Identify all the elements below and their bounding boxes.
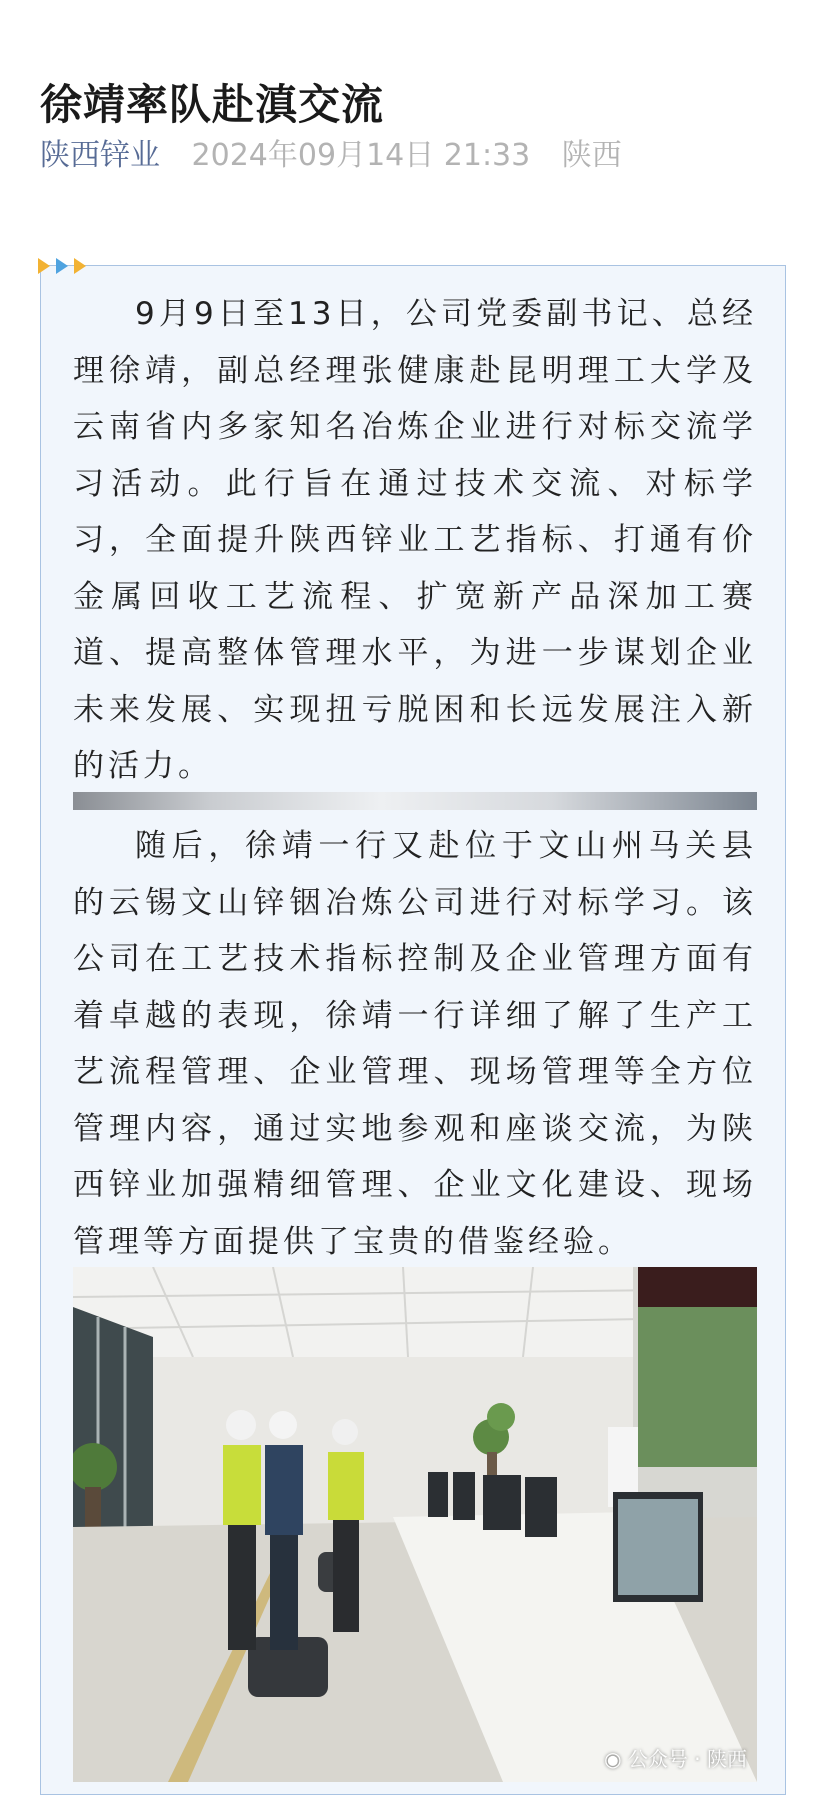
wechat-watermark [604, 1743, 747, 1772]
publish-time: 2024年09月14日 21:33 [191, 138, 531, 173]
article-meta [40, 130, 622, 174]
article-photo-control-room[interactable] [73, 1267, 757, 1782]
control-room-photo-illustration [73, 1267, 757, 1782]
publish-location: 陕西 [561, 138, 622, 173]
article-paragraph-2: 随后，徐靖一行又赴位于文山州马关县的云锡文山锌铟冶炼公司进行对标学习。该公司在工艺技术指标控制及企业管理方面有着卓越的表现，徐靖一行详细了解了生产工艺流程管理、企业管理、现场管理等全方位管理内容，通过实地参观和座谈交流，为陕西锌业加强精细管理、企业文化建设、现场管理等方面提供了宝贵的借鉴经验。 [73, 828, 757, 1260]
article-title: 徐靖率队赴滇交流 [40, 80, 385, 130]
wechat-icon: ◉ [604, 1747, 622, 1771]
article-content-card [40, 265, 786, 1795]
triple-arrow-icon [38, 255, 94, 277]
article-photo-1-cropped [73, 792, 757, 810]
account-name-link[interactable]: 陕西锌业 [40, 138, 160, 173]
article-paragraph-1: 9月9日至13日，公司党委副书记、总经理徐靖，副总经理张健康赴昆明理工大学及云南省内多家知名冶炼企业进行对标交流学习活动。此行旨在通过技术交流、对标学习，全面提升陕西锌业工艺指标、打通有价金属回收工艺流程、扩宽新产品深加工赛道、提高整体管理水平，为进一步谋划企业未来发展、实现扭亏脱困和长远发展注入新的活力。 [73, 296, 757, 784]
watermark-text: 公众号 · 陕西 [627, 1747, 747, 1771]
